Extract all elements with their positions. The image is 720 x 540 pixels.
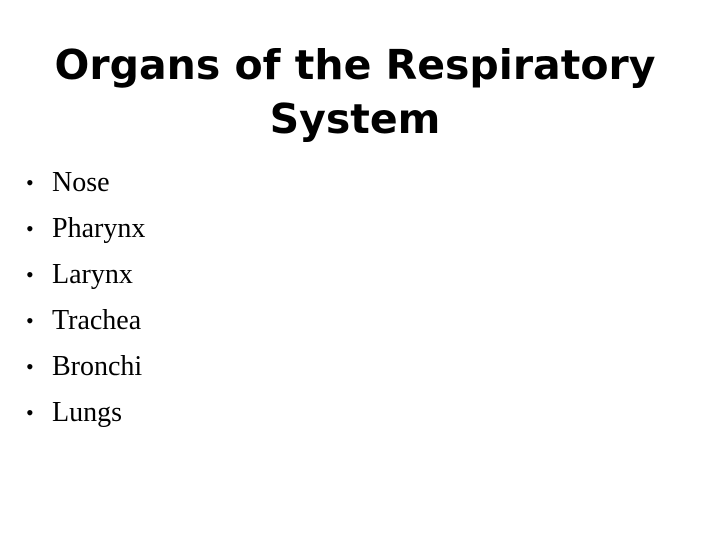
bullet-icon: • [26, 170, 34, 195]
bullet-icon: • [26, 308, 34, 333]
bullet-icon: • [26, 262, 34, 287]
bullet-icon: • [26, 354, 34, 379]
slide-title-line-1: Organs of the Respiratory [54, 41, 656, 89]
list-item-pharynx [26, 206, 145, 252]
list-item-label: Lungs [52, 397, 122, 428]
bullet-icon: • [26, 216, 34, 241]
list-item-bronchi [26, 344, 145, 390]
list-item-label: Pharynx [52, 213, 146, 244]
slide-title [0, 38, 710, 146]
list-item-label: Nose [52, 167, 110, 198]
list-item-label: Larynx [52, 259, 133, 290]
list-item-lungs [26, 390, 145, 436]
bullet-icon: • [26, 400, 34, 425]
list-item-nose [26, 160, 145, 206]
list-item-trachea [26, 298, 145, 344]
list-item-label: Trachea [52, 305, 142, 336]
list-item-larynx [26, 252, 145, 298]
bullet-list [26, 160, 145, 436]
list-item-label: Bronchi [52, 351, 143, 382]
slide-title-line-2: System [269, 95, 441, 143]
